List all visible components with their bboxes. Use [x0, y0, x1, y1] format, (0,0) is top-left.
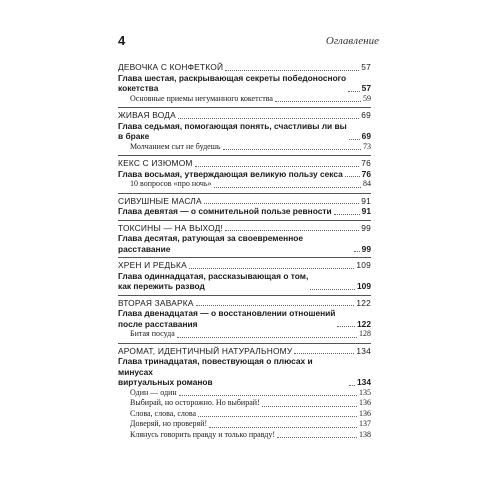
page-ref: 99	[361, 222, 371, 233]
subsection-entry	[118, 94, 371, 105]
category-entry-title: ХРЕН И РЕДЬКА	[118, 260, 187, 270]
chapter-entry	[118, 308, 371, 329]
category-entry	[118, 110, 371, 121]
subsection-entry	[118, 179, 371, 190]
chapter-title	[118, 356, 347, 388]
page-ref: 69	[361, 131, 371, 141]
chapter-entry	[118, 169, 371, 180]
chapter-entry	[118, 73, 371, 94]
table-of-contents	[118, 60, 371, 443]
subsection-entry	[118, 142, 371, 153]
category-entry	[118, 196, 371, 207]
subsection-entry-title: Один — один	[130, 387, 177, 397]
page-number: 4	[118, 33, 126, 48]
dot-leader	[189, 268, 355, 269]
dot-leader	[195, 166, 360, 167]
dot-leader	[354, 251, 360, 252]
page-ref: 128	[359, 329, 371, 338]
dot-leader	[277, 437, 357, 438]
chapter-title-line: Глава восьмая, утверждающая великую пользу секса	[118, 168, 343, 179]
subsection-entry-title: 10 вопросов «про ночь»	[130, 179, 212, 188]
chapter-title	[118, 233, 352, 254]
page-ref: 136	[359, 408, 371, 418]
chapter-entry	[118, 356, 371, 388]
category-entry-title: ТОКСИНЫ — НА ВЫХОД!	[118, 222, 223, 233]
chapter-title	[118, 206, 332, 217]
subsection-entry-title: Выбирай, но осторожно. Но выбирай!	[130, 398, 260, 407]
category-entry	[118, 298, 371, 309]
page-ref: 59	[363, 93, 371, 103]
dot-leader	[225, 70, 359, 71]
dot-leader	[337, 326, 355, 327]
subsection-entry	[118, 329, 371, 340]
chapter-title-line: Глава тринадцатая, повествующая о плюсах и минусах	[118, 356, 313, 377]
chapter-title-line: Глава двенадцатая — о восстановлении отношений	[118, 308, 336, 318]
page-ref: 76	[361, 158, 371, 168]
dot-leader	[262, 406, 357, 407]
toc-section	[118, 193, 371, 217]
dot-leader	[348, 91, 359, 92]
dot-leader	[310, 289, 355, 290]
toc-section	[118, 257, 371, 292]
page-ref: 99	[361, 243, 371, 254]
chapter-title-line: Глава седьмая, помогающая понять, счастливы ли вы	[118, 120, 347, 131]
dot-leader	[179, 395, 357, 396]
category-entry-title: АРОМАТ, ИДЕНТИЧНЫЙ НАТУРАЛЬНОМУ	[118, 345, 293, 356]
page-ref: 134	[357, 377, 371, 387]
page-ref: 76	[361, 168, 371, 179]
page-ref: 137	[359, 419, 371, 428]
chapter-title-line: Глава одиннадцатая, рассказывающая о том,	[118, 270, 309, 281]
category-entry	[118, 346, 371, 357]
chapter-title-line: как пережить развод	[118, 281, 205, 291]
subsection-entry-title: Слова, слова, слова	[130, 408, 197, 418]
toc-section	[118, 60, 371, 104]
page-ref: 73	[363, 141, 371, 151]
toc-section	[118, 343, 371, 441]
page-ref: 122	[357, 318, 371, 329]
page-ref: 69	[361, 110, 371, 120]
toc-section	[118, 107, 371, 152]
running-head: Оглавление	[325, 35, 379, 47]
dot-leader	[178, 118, 359, 119]
dot-leader	[223, 149, 362, 150]
dot-leader	[349, 139, 360, 140]
category-entry	[118, 62, 371, 73]
dot-leader	[214, 187, 361, 188]
subsection-entry-title: Основные приемы негуманного кокетства	[130, 93, 273, 103]
subsection-entry	[118, 388, 371, 399]
chapter-title-line: Глава шестая, раскрывающая секреты победоносного	[118, 72, 347, 83]
page-ref: 134	[356, 345, 371, 356]
page-ref: 109	[356, 260, 371, 270]
page-ref: 135	[359, 387, 371, 397]
subsection-entry-title: Молчанием сыт не будешь	[130, 141, 221, 151]
toc-section	[118, 220, 371, 255]
dot-leader	[345, 176, 360, 177]
dot-leader	[294, 353, 354, 354]
page-ref: 122	[356, 297, 371, 308]
category-entry	[118, 260, 371, 271]
dot-leader	[177, 337, 357, 338]
chapter-title	[118, 121, 347, 142]
chapter-title	[118, 308, 335, 329]
subsection-entry	[118, 430, 371, 441]
subsection-entry-title: Битая посуда	[130, 329, 175, 338]
dot-leader	[196, 305, 355, 306]
chapter-entry	[118, 233, 371, 254]
subsection-entry	[118, 419, 371, 430]
chapter-entry	[118, 121, 371, 142]
page-ref: 136	[359, 398, 371, 407]
category-entry-title: СИВУШНЫЕ МАСЛА	[118, 195, 202, 206]
chapter-title-line: виртуальных романов	[118, 377, 213, 387]
category-entry	[118, 158, 371, 169]
page-ref: 91	[361, 206, 371, 216]
toc-section	[118, 155, 371, 190]
subsection-entry	[118, 398, 371, 409]
chapter-entry	[118, 206, 371, 217]
dot-leader	[275, 101, 361, 102]
chapter-title-line: после расставания	[118, 318, 198, 329]
page-ref: 138	[359, 429, 371, 439]
dot-leader	[225, 230, 359, 231]
category-entry-title: ВТОРАЯ ЗАВАРКА	[118, 297, 194, 308]
toc-section	[118, 295, 371, 340]
dot-leader	[334, 214, 360, 215]
page-ref: 57	[361, 83, 371, 93]
chapter-title	[118, 73, 346, 94]
page-ref: 57	[361, 62, 371, 72]
dot-leader	[198, 416, 357, 417]
category-entry	[118, 223, 371, 234]
page-ref: 91	[361, 195, 371, 206]
chapter-title-line: кокетства	[118, 83, 159, 93]
chapter-title-line: Глава десятая, ратующая за своевременное расставание	[118, 233, 304, 254]
category-entry-title: ДЕВОЧКА С КОНФЕТКОЙ	[118, 62, 224, 72]
chapter-title	[118, 271, 308, 292]
chapter-title	[118, 169, 343, 180]
dot-leader	[349, 385, 355, 386]
subsection-entry	[118, 409, 371, 420]
category-entry-title: КЕКС С ИЗЮМОМ	[118, 158, 193, 168]
chapter-entry	[118, 271, 371, 292]
page-ref: 109	[357, 281, 371, 291]
chapter-title-line: Глава девятая — о сомнительной пользе ревности	[118, 206, 332, 216]
chapter-title-line: в браке	[118, 131, 150, 141]
category-entry-title: ЖИВАЯ ВОДА	[118, 110, 176, 120]
subsection-entry-title: Клянусь говорить правду и только правду!	[130, 429, 276, 439]
dot-leader	[209, 427, 357, 428]
page-ref: 84	[363, 179, 371, 188]
dot-leader	[204, 203, 360, 204]
subsection-entry-title: Доверяй, но проверяй!	[130, 419, 208, 428]
